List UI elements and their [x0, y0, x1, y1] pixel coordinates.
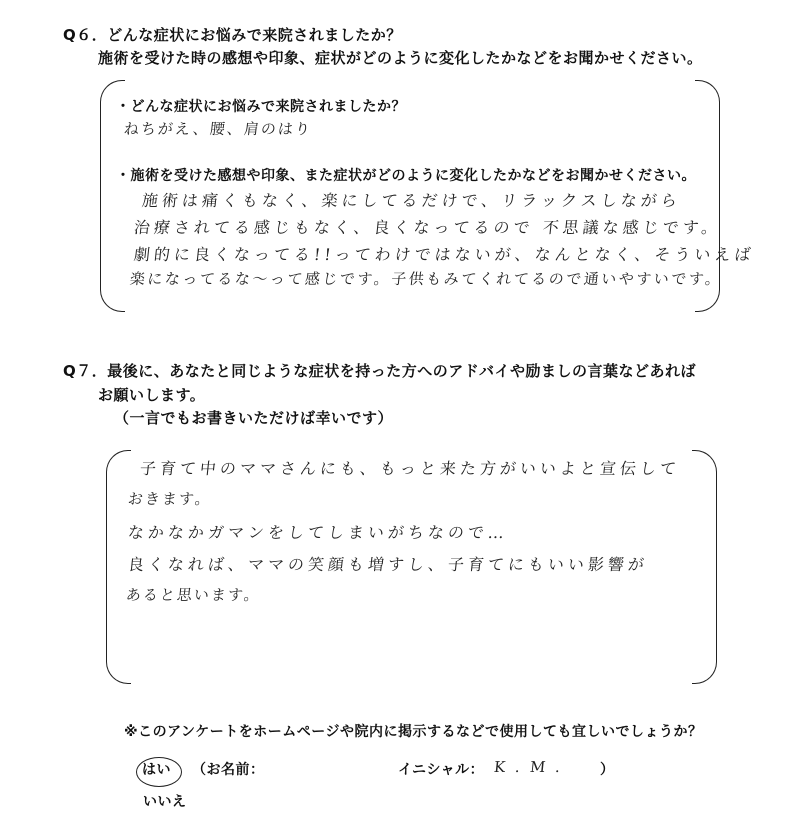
- q7-title: Q７．最後に、あなたと同じような症状を持った方へのアドバイや励ましの言葉などあれば: [63, 362, 696, 380]
- q7-answer-line-4: 良くなれば、ママの笑顔も増すし、子育てにもいい影響が: [126, 555, 649, 574]
- q6-subtitle: 施術を受けた時の感想や印象、症状がどのように変化したかなどをお聞かせください。: [98, 49, 703, 67]
- q7-answer-line-5: あると思います。: [125, 586, 262, 604]
- q7-answer-line-1: 子育て中のママさんにも、もっと来た方がいいよと宣伝して: [138, 459, 681, 478]
- name-label: （お名前：: [192, 762, 265, 778]
- q7-title-line-2: お願いします。: [98, 386, 206, 404]
- q6-answer-symptoms: ねちがえ、腰、肩のはり: [123, 120, 313, 138]
- q6-answer-line-3: 劇的に良くなってる!!ってわけではないが、なんとなく、そういえば: [132, 245, 756, 264]
- q7-answer-bracket-right: [692, 450, 717, 684]
- q7-note: （一言でもお書きいただけば幸いです）: [114, 409, 394, 427]
- initial-close-paren: ）: [600, 762, 615, 778]
- q6-answer-line-2: 治療されてる感じもなく、良くなってるので 不思議な感じです。: [132, 218, 723, 237]
- consent-question: ※このアンケートをホームページや院内に掲示するなどで使用しても宜しいでしょうか？: [124, 724, 703, 740]
- q7-answer-line-3: なかなかガマンをしてしまいがちなので…: [126, 523, 509, 542]
- q7-answer-line-2: おきます。: [127, 490, 213, 508]
- q6-prompt-impressions: ・施術を受けた感想や印象、また症状がどのように変化したかなどをお聞かせください。: [116, 168, 696, 184]
- q6-answer-line-1: 施術は痛くもなく、楽にしてるだけで、リラックスしながら: [140, 191, 682, 210]
- consent-yes-option[interactable]: はい: [142, 762, 171, 778]
- initial-value: K.M.: [493, 758, 572, 776]
- q6-answer-line-4: 楽になってるな〜って感じです。子供もみてくれてるので通いやすいです。: [129, 270, 724, 288]
- q6-title: Q６．どんな症状にお悩みで来院されましたか？: [63, 26, 402, 44]
- consent-no-option[interactable]: いいえ: [143, 794, 187, 810]
- initial-label: イニシャル：: [398, 762, 485, 778]
- q6-prompt-symptoms: ・どんな症状にお悩みで来院されましたか？: [116, 99, 406, 115]
